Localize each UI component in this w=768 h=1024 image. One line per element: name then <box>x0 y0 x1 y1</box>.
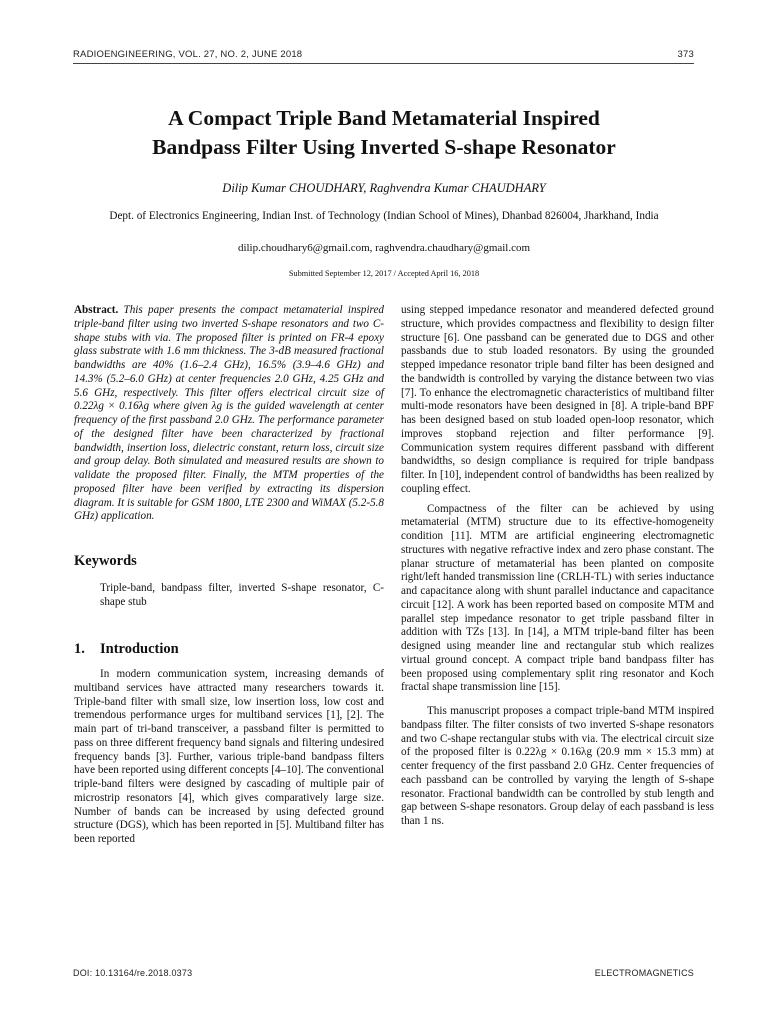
abstract-label: Abstract. <box>74 304 119 316</box>
title-line-1: A Compact Triple Band Metamaterial Inspired <box>168 106 600 130</box>
intro-paragraph-1-continued: using stepped impedance resonator and meandered defected ground structure, which provides compactness and flexibility to design filter structure [6]. One passband can be generated due to DGS and other passbands due to stub loaded resonators. By using the grounded stepped impedance resonator triple band filter has been designed and the bandwidth is controlled by varying the distance between two vias [7]. To enhance the electromagnetic characteristics of multiband filter multi-mode resonators have been designed in [8]. A triple-band BPF has been designed based on stub loaded open-loop resonator, which improves stopband rejection and filter performance [9]. Communication system requires different passband with different bandwidths, so design compliance is required for triple bandpass filter. In [10], independent control of bandwidths has been realized by coupling effect. <box>401 304 714 495</box>
keywords-heading: Keywords <box>74 553 137 569</box>
header-rule <box>73 63 694 64</box>
submission-dates: Submitted September 12, 2017 / Accepted April 16, 2018 <box>288 269 480 278</box>
section-name: ELECTROMAGNETICS <box>594 968 694 978</box>
author-emails: dilip.choudhary6@gmail.com, raghvendra.chaudhary@gmail.com <box>237 242 531 254</box>
journal-name: RADIOENGINEERING, VOL. 27, NO. 2, JUNE 2018 <box>73 49 303 60</box>
introduction-heading <box>74 643 384 657</box>
running-footer <box>73 968 694 978</box>
left-column <box>74 304 384 847</box>
abstract <box>74 304 384 524</box>
doi: DOI: 10.13164/re.2018.0373 <box>73 968 193 978</box>
authors: Dilip Kumar CHOUDHARY, Raghvendra Kumar CHAUDHARY <box>222 181 546 195</box>
intro-paragraph-1: In modern communication system, increasing demands of multiband services have attracted many researchers towards it. Triple-band filter with small size, low insertion loss, low cost and tremendous performance urges for multiband services [1], [2]. The main part of tri-band transceiver, a passband filter is permitted to pass on three different frequency band signals and filtering undesired frequency bands [3]. Further, various triple-band bandpass filters have been reported using different concepts [4–10]. The conventional triple-band filters were designed by cascading of multiple pair of microstrip resonators [4], which gives comparatively large size. Number of bands can be increased by using defected ground structure (DGS), which has been reported in [5]. Multiband filter has been reported <box>74 668 384 845</box>
running-header <box>73 49 694 60</box>
intro-paragraph-3: This manuscript proposes a compact triple-band MTM inspired bandpass filter. The filter consists of two inverted S-shape resonators and two C-shape rectangular stubs with via. The electrical circuit size of the proposed filter is 0.22λg × 0.16λg (20.9 mm × 15.3 mm) at center frequency of the first passband 2.0 GHz. Center frequencies of each passband can be controlled by varying the length of S-shape resonator. Fractional bandwidth can be controlled by stub length and gap between S-shape resonators. Group delay of each passband is less than 1 ns. <box>401 705 714 827</box>
section-title: Introduction <box>100 641 179 658</box>
title-line-2: Bandpass Filter Using Inverted S-shape Resonator <box>152 135 616 159</box>
affiliation: Dept. of Electronics Engineering, Indian Inst. of Technology (Indian School of Mines), Dhanbad 826004, Jharkhand, India <box>109 210 659 222</box>
page-number: 373 <box>677 49 694 60</box>
keywords-text: Triple-band, bandpass filter, inverted S-shape resonator, C-shape stub <box>100 581 384 608</box>
right-column <box>401 304 714 829</box>
intro-paragraph-2: Compactness of the filter can be achieved by using metamaterial (MTM) structure due to its effective-homogeneity condition [11]. MTM are artificial engineering electromagnetic structures with negative refractive index and zero phase constant. The planar structure of metamaterial has been planted on composite right/left handed transmission line (CRLH-TL) with series inductance and capacitance along with shunt parallel inductance and capacitance circuit [12]. A work has been reported based on composite MTM and parallel step impedance resonator to get triple passband filter in addition with TZs [13]. In [14], a MTM triple-band filter has been designed using meander line and rectangular stub which realizes virtual ground concept. A compact triple band bandpass filter has been proposed using complementary split ring resonator and Koch fractal shape transmission line [15]. <box>401 502 714 694</box>
section-number: 1. <box>74 641 85 658</box>
abstract-text: This paper presents the compact metamaterial inspired triple-band filter using two inverted S-shape resonators and two C-shape stubs with via. The proposed filter is printed on FR-4 epoxy glass substrate with 1.6 mm thickness. The 3-dB measured fractional bandwidths are 40% (1.6–2.4 GHz), 16.5% (3.9–4.6 GHz) and 14.3% (5.2–6.0 GHz) at center frequencies 2.0 GHz, 4.25 GHz and 5.6 GHz, respectively. This filter offers electrical circuit size of 0.22λg × 0.16λg where given λg is the guided wavelength at center frequency of the first passband 2.0 GHz. The performance parameter of the designed filter have been characterized by fractional bandwidth, insertion loss, dielectric constant, return loss, circuit size and group delay. Both simulated and measured results are shown to validate the proposed filter. Finally, the MTM properties of the proposed filter have been verified by extracting its dispersion diagram. It is suitable for GSM 1800, LTE 2300 and WiMAX (5.2-5.8 GHz) application. <box>74 304 384 523</box>
paper-title <box>60 104 708 162</box>
